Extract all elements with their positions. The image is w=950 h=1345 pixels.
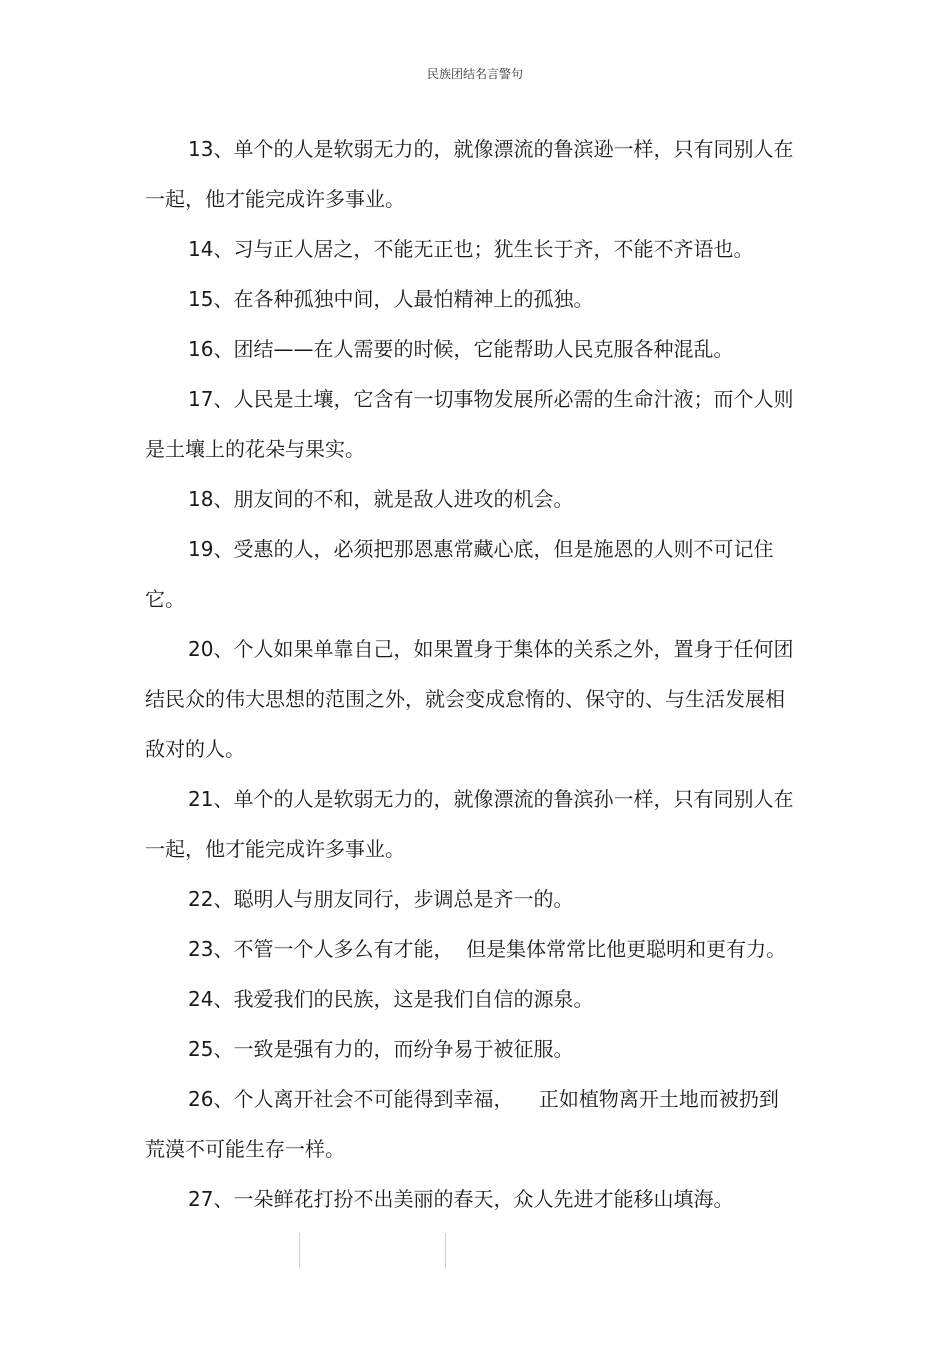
quote-14: 14、习与正人居之，不能无正也；犹生长于齐，不能不齐语也。	[188, 237, 754, 261]
quote-24: 24、我爱我们的民族，这是我们自信的源泉。	[188, 987, 594, 1011]
quote-13: 13、单个的人是软弱无力的，就像漂流的鲁滨逊一样，只有同别人在一起，他才能完成许多事业。	[145, 137, 794, 211]
page-header: 民族团结名言警句	[426, 67, 523, 81]
quote-17: 17、人民是土壤，它含有一切事物发展所必需的生命汁液；而个人则是土壤上的花朵与果实。	[145, 387, 794, 461]
quote-26: 26、个人离开社会不可能得到幸福， 正如植物离开土地而被扔到荒漠不可能生存一样。	[145, 1087, 779, 1161]
quote-21: 21、单个的人是软弱无力的，就像漂流的鲁滨孙一样，只有同别人在一起，他才能完成许多事业。	[145, 787, 794, 861]
footer-divider-left	[299, 1233, 300, 1269]
quote-22: 22、聪明人与朋友同行，步调总是齐一的。	[188, 887, 574, 911]
quote-25: 25、一致是强有力的，而纷争易于被征服。	[188, 1037, 574, 1061]
quote-20: 20、个人如果单靠自己，如果置身于集体的关系之外，置身于任何团结民众的伟大思想的范围之外，就会变成怠惰的、保守的、与生活发展相敌对的人。	[145, 637, 794, 761]
quote-18: 18、朋友间的不和，就是敌人进攻的机会。	[188, 487, 574, 511]
quote-16: 16、团结——在人需要的时候，它能帮助人民克服各种混乱。	[188, 337, 734, 361]
quote-15: 15、在各种孤独中间，人最怕精神上的孤独。	[188, 287, 594, 311]
quote-19: 19、受惠的人，必须把那恩惠常藏心底，但是施恩的人则不可记住它。	[145, 537, 774, 611]
quote-27: 27、一朵鲜花打扮不出美丽的春天，众人先进才能移山填海。	[188, 1187, 734, 1211]
quote-23: 23、不管一个人多么有才能， 但是集体常常比他更聪明和更有力。	[188, 937, 787, 961]
document-body	[145, 124, 795, 1224]
footer-divider-right	[445, 1233, 446, 1269]
